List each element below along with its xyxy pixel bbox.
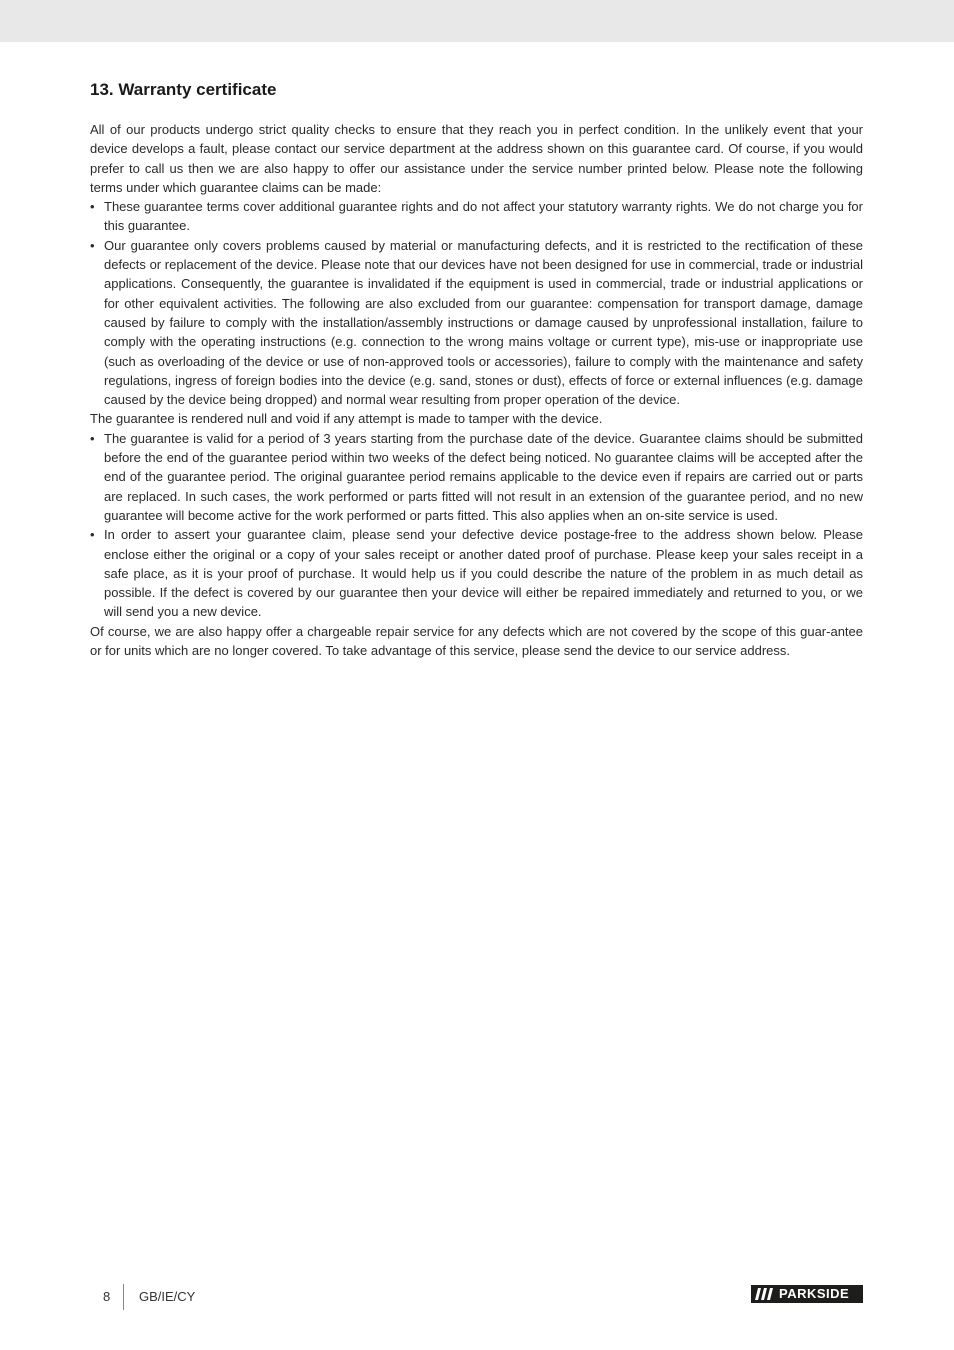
- list-item-text: In order to assert your guarantee claim, please send your defective device postage-free to the address shown below. Please enclose either the original or a copy of your sales receipt or another dated proof of purchase. Please keep your sales receipt in a safe place, as it is your proof of purchase. It would help us if you could describe the nature of the problem in as much detail as possible. If the defect is covered by our guarantee then your device will either be repaired immediately and returned to you, or we will send you a new device.: [104, 527, 863, 620]
- tamper-note: The guarantee is rendered null and void if any attempt is made to tamper with the device.: [90, 411, 603, 427]
- brand-name: PARKSIDE: [779, 1286, 850, 1301]
- country-code: GB/IE/CY: [139, 1289, 196, 1304]
- list-item-text: These guarantee terms cover additional guarantee rights and do not affect your statutory warranty rights. We do not charge you for this guarantee.: [104, 199, 863, 234]
- bullet-icon: •: [90, 199, 95, 215]
- bullet-list-b: [90, 429, 863, 622]
- list-item-text: The guarantee is valid for a period of 3 years starting from the purchase date of the device. Guarantee claims should be submitted before the end of the guarantee period within two weeks of the defect being noticed. No guarantee claims will be accepted after the end of the guarantee period. The original guarantee period remains applicable to the device even if repairs are carried out or parts are replaced. In such cases, the work performed or parts fitted will not result in an extension of the guarantee period, and no new guarantee will become active for the work performed or parts fitted. This also applies when an on-site service is used.: [104, 430, 863, 523]
- bullet-icon: •: [90, 430, 95, 446]
- list-item: [90, 197, 863, 236]
- list-item: [90, 236, 863, 410]
- document-body: [90, 78, 863, 660]
- brand-logo: [751, 1285, 863, 1303]
- closing-paragraph: Of course, we are also happy offer a chargeable repair service for any defects which are not covered by the scope of this guar-antee or for units which are no longer covered. To take advantage of this service, please send the device to our service address.: [90, 623, 863, 659]
- page-footer: [90, 1284, 863, 1310]
- page-number: 8: [103, 1289, 111, 1304]
- section-title: 13. Warranty certificate: [90, 80, 277, 99]
- bullet-list-a: [90, 197, 863, 409]
- intro-paragraph: All of our products undergo strict quality checks to ensure that they reach you in perfect condition. In the unlikely event that your device develops a fault, please contact our service department at the address shown on this guarantee card. Of course, if you would prefer to call us then we are also happy to offer our assistance under the service number printed below. Please note the following terms under which guarantee claims can be made:: [90, 122, 863, 195]
- footer-divider: [123, 1284, 124, 1310]
- bullet-icon: •: [90, 527, 95, 543]
- list-item-text: Our guarantee only covers problems caused by material or manufacturing defects, and it is restricted to the rectification of these defects or replacement of the device. Please note that our devices have not been designed for use in commercial, trade or industrial applications. Consequently, the guarantee is invalidated if the equipment is used in commercial, trade or industrial applications or for other equivalent activities. The following are also excluded from our guarantee: compensation for transport damage, damage caused by failure to comply with the installation/assembly instructions or damage caused by unprofessional installation, failure to comply with the operating instructions (e.g. connection to the wrong mains voltage or current type), mis-use or inappropriate use (such as overloading of the device or use of non-approved tools or accessories), failure to comply with the maintenance and safety regulations, ingress of foreign bodies into the device (e.g. sand, stones or dust), effects of force or external influences (e.g. damage caused by the device being dropped) and normal wear resulting from proper operation of the device.: [104, 237, 863, 408]
- bullet-icon: •: [90, 237, 95, 253]
- slash-stripes-icon: [755, 1288, 775, 1300]
- top-header-band: [0, 0, 954, 42]
- list-item: [90, 429, 863, 525]
- list-item: [90, 525, 863, 621]
